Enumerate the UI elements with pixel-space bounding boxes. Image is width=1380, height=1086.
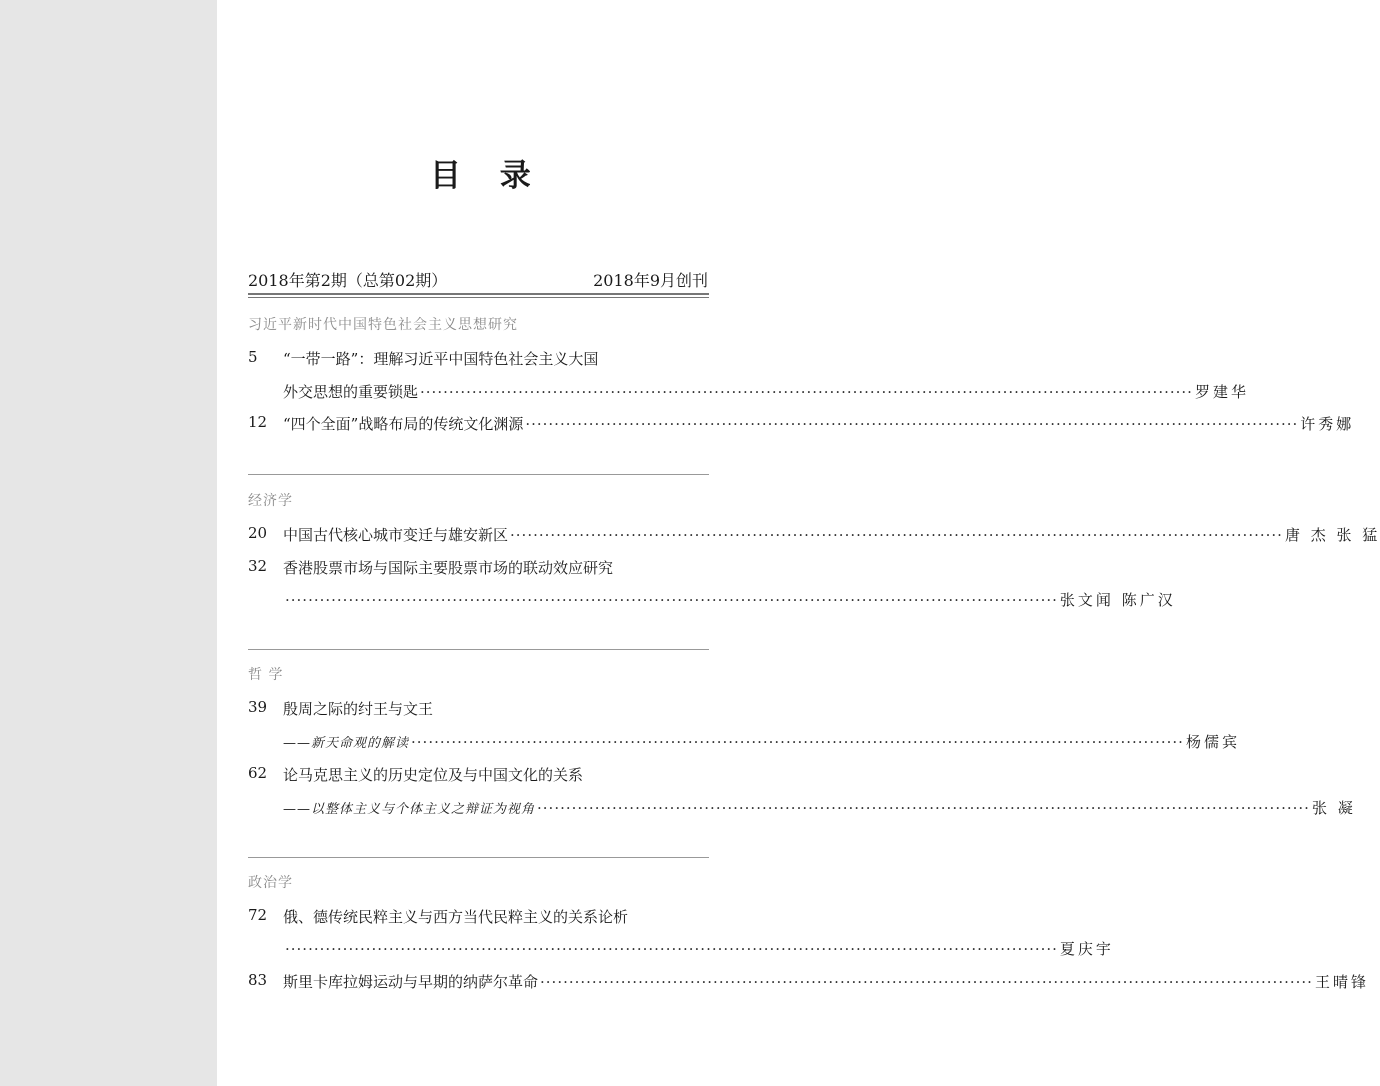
toc-entry-continuation — [248, 731, 1240, 753]
entry-page-number: 5 — [248, 348, 258, 366]
entry-page-number: 32 — [248, 557, 268, 575]
entry-page-number: 12 — [248, 413, 268, 431]
toc-entry[interactable] — [248, 348, 688, 370]
entry-author: 夏庆宇 — [1059, 940, 1114, 958]
entry-page-number: 72 — [248, 906, 268, 924]
entry-title: 斯里卡库拉姆运动与早期的纳萨尔革命 — [283, 973, 539, 991]
dot-leader: ······································································································································ — [540, 973, 1313, 991]
entry-author: 许秀娜 — [1300, 415, 1355, 433]
toc-entry[interactable] — [248, 906, 688, 928]
toc-entry-continuation — [248, 797, 1356, 819]
dot-leader: ······································································································································ — [285, 591, 1058, 609]
toc-entry[interactable] — [248, 764, 688, 786]
entry-author: 杨儒宾 — [1185, 733, 1240, 751]
header-rule — [248, 293, 709, 295]
dot-leader: ······································································································································ — [285, 940, 1058, 958]
section-title: 政治学 — [248, 875, 293, 891]
section-title: 经济学 — [248, 493, 293, 509]
entry-subtitle: ——新天命观的解读 — [283, 736, 410, 751]
dot-leader: ······································································································································ — [525, 415, 1299, 433]
dot-leader: ······································································································································ — [510, 526, 1283, 544]
entry-author: 张文闻 陈广汉 — [1059, 591, 1176, 609]
entry-title: 中国古代核心城市变迁与雄安新区 — [283, 526, 509, 544]
toc-entry-continuation — [248, 589, 1176, 611]
dot-leader: ······································································································································ — [537, 799, 1310, 817]
left-margin-band — [0, 0, 217, 1086]
toc-entry[interactable] — [248, 413, 1355, 435]
section-divider — [248, 474, 709, 475]
founded-date: 2018年9月创刊 — [593, 271, 708, 290]
entry-author: 张 凝 — [1311, 799, 1356, 817]
dot-leader: ······································································································································ — [420, 383, 1193, 401]
entry-author: 罗建华 — [1194, 383, 1249, 401]
entry-page-number: 39 — [248, 698, 268, 716]
toc-entry-continuation — [248, 938, 1114, 960]
entry-title: “四个全面”战略布局的传统文化渊源 — [283, 415, 524, 433]
toc-entry-continuation — [248, 381, 1249, 403]
section-title: 习近平新时代中国特色社会主义思想研究 — [248, 317, 518, 333]
issue-number: 2018年第2期（总第02期） — [248, 271, 448, 290]
toc-entry[interactable] — [248, 557, 688, 579]
entry-title-continuation: 外交思想的重要锁匙 — [283, 383, 419, 401]
page-title: 目 录 — [430, 158, 545, 194]
entry-page-number: 83 — [248, 971, 268, 989]
entry-page-number: 62 — [248, 764, 268, 782]
entry-author: 唐 杰 张 猛 — [1284, 526, 1380, 544]
header-rule — [248, 297, 709, 298]
entry-title: “一带一路”：理解习近平中国特色社会主义大国 — [283, 350, 599, 368]
toc-entry[interactable] — [248, 971, 1369, 993]
toc-entry[interactable] — [248, 698, 688, 720]
entry-subtitle: ——以整体主义与个体主义之辩证为视角 — [283, 802, 536, 817]
entry-page-number: 20 — [248, 524, 268, 542]
section-divider — [248, 857, 709, 858]
dot-leader: ······································································································································ — [411, 733, 1184, 751]
entry-title: 俄、德传统民粹主义与西方当代民粹主义的关系论析 — [283, 908, 629, 926]
entry-title: 香港股票市场与国际主要股票市场的联动效应研究 — [283, 559, 614, 577]
entry-author: 王晴锋 — [1314, 973, 1369, 991]
entry-title: 论马克思主义的历史定位及与中国文化的关系 — [283, 766, 584, 784]
entry-title: 殷周之际的纣王与文王 — [283, 700, 434, 718]
toc-entry[interactable] — [248, 524, 1380, 546]
section-title: 哲 学 — [248, 667, 284, 683]
section-divider — [248, 649, 709, 650]
